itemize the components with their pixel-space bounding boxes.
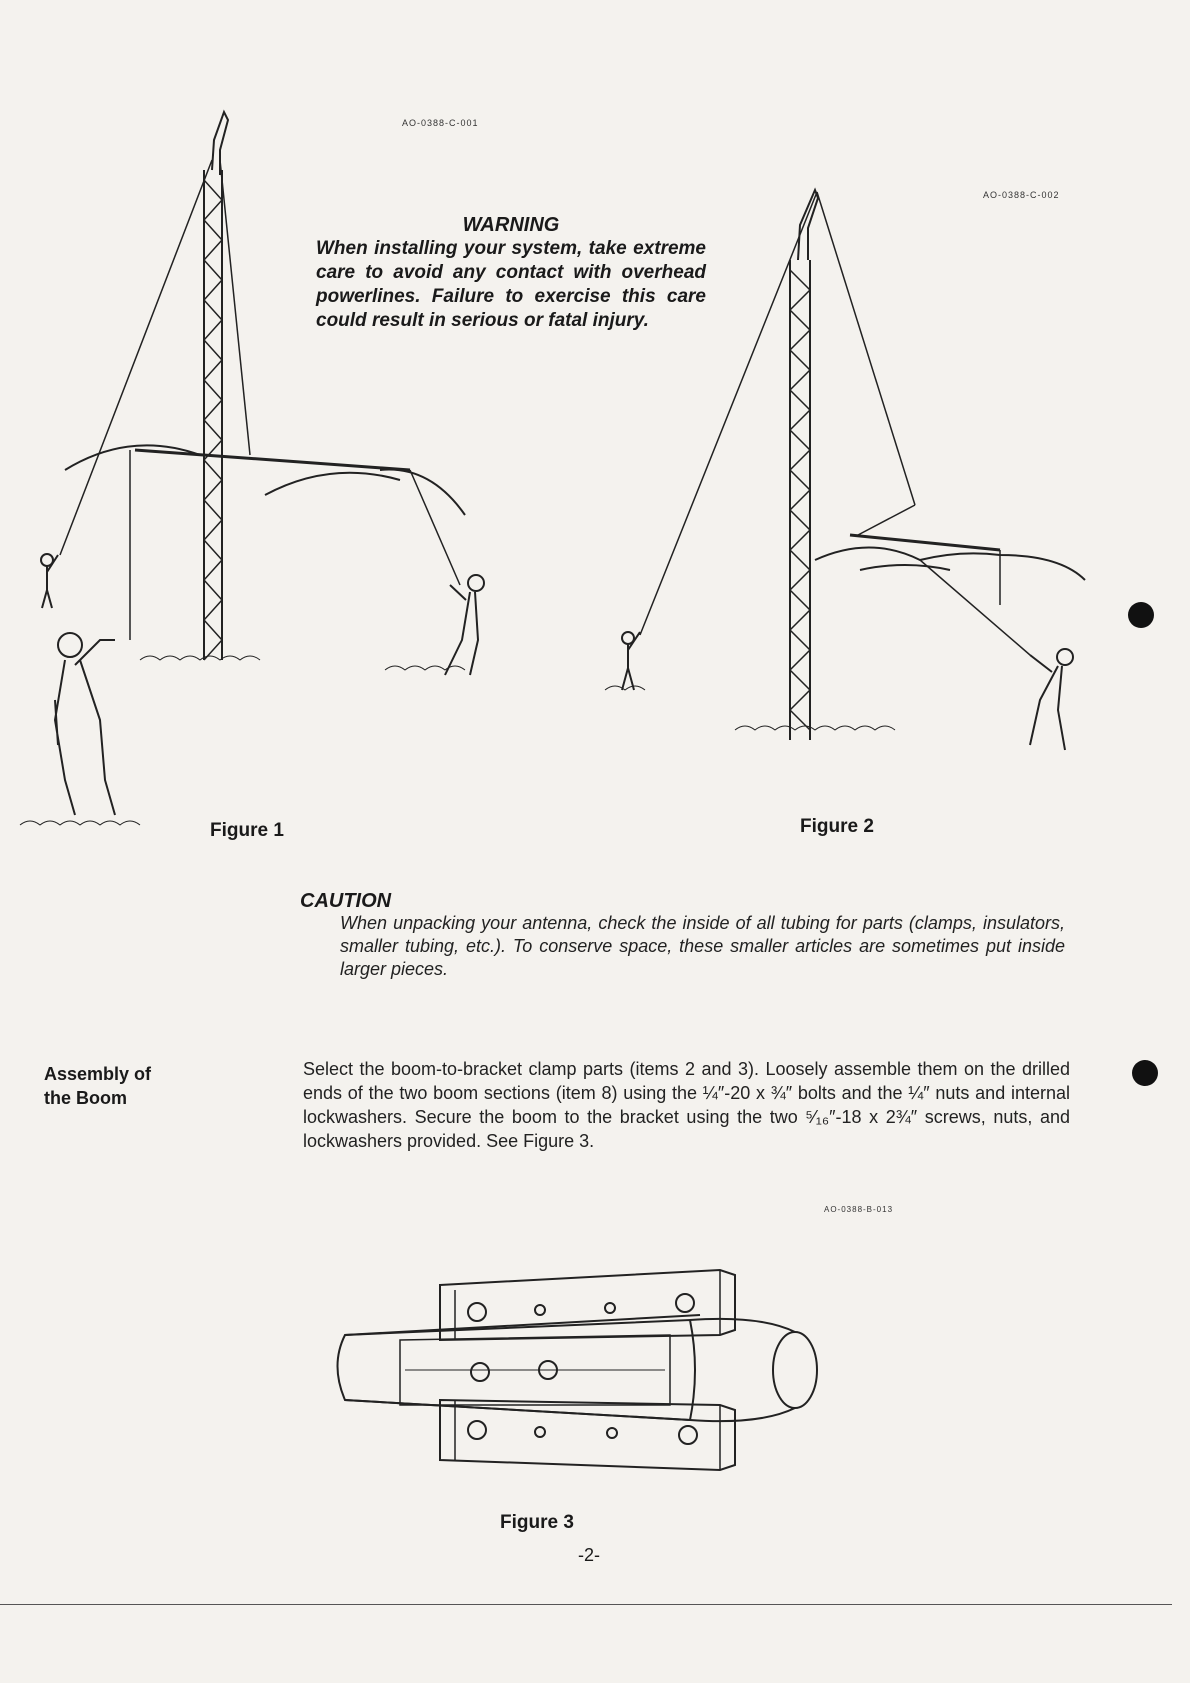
bottom-rule — [0, 1604, 1172, 1605]
figure-3-code: AO-0388-B-013 — [824, 1205, 894, 1214]
caution-text: When unpacking your antenna, check the inside of all tubing for parts (clamps, insulators, smaller tubing, etc.). To conserve space, these smaller articles are sometimes put inside larger pieces. — [340, 913, 1065, 979]
figure-2-code: AO-0388-C-002 — [983, 190, 1060, 200]
binder-hole-mark — [1132, 1060, 1158, 1086]
assembly-text: Select the boom-to-bracket clamp parts (items 2 and 3). Loosely assemble them on the drilled ends of the two boom sections (item 8) using the ¼″-20 x ¾″ bolts and the ¼″ nuts and internal lockwashers. Secure the boom to the bracket using the two ⁵⁄₁₆″-18 x 2¾″ screws, nuts, and lockwashers provided. See Figure 3. — [303, 1059, 1070, 1151]
figure-3-label: Figure 3 — [500, 1512, 574, 1533]
figure-2-label: Figure 2 — [800, 816, 874, 837]
assembly-heading-line2: the Boom — [44, 1088, 127, 1108]
figure-1-label: Figure 1 — [210, 820, 284, 841]
warning-text: When installing your system, take extreme care to avoid any contact with overhead powerlines. Failure to exercise this care could result in serious or fatal injury. — [316, 238, 706, 331]
warning-title: WARNING — [462, 214, 560, 236]
binder-hole-mark — [1128, 602, 1154, 628]
page-number: -2- — [578, 1545, 600, 1565]
assembly-heading-line1: Assembly of — [44, 1064, 152, 1084]
caution-title: CAUTION — [300, 890, 392, 912]
figure-1-code: AO-0388-C-001 — [402, 118, 479, 128]
